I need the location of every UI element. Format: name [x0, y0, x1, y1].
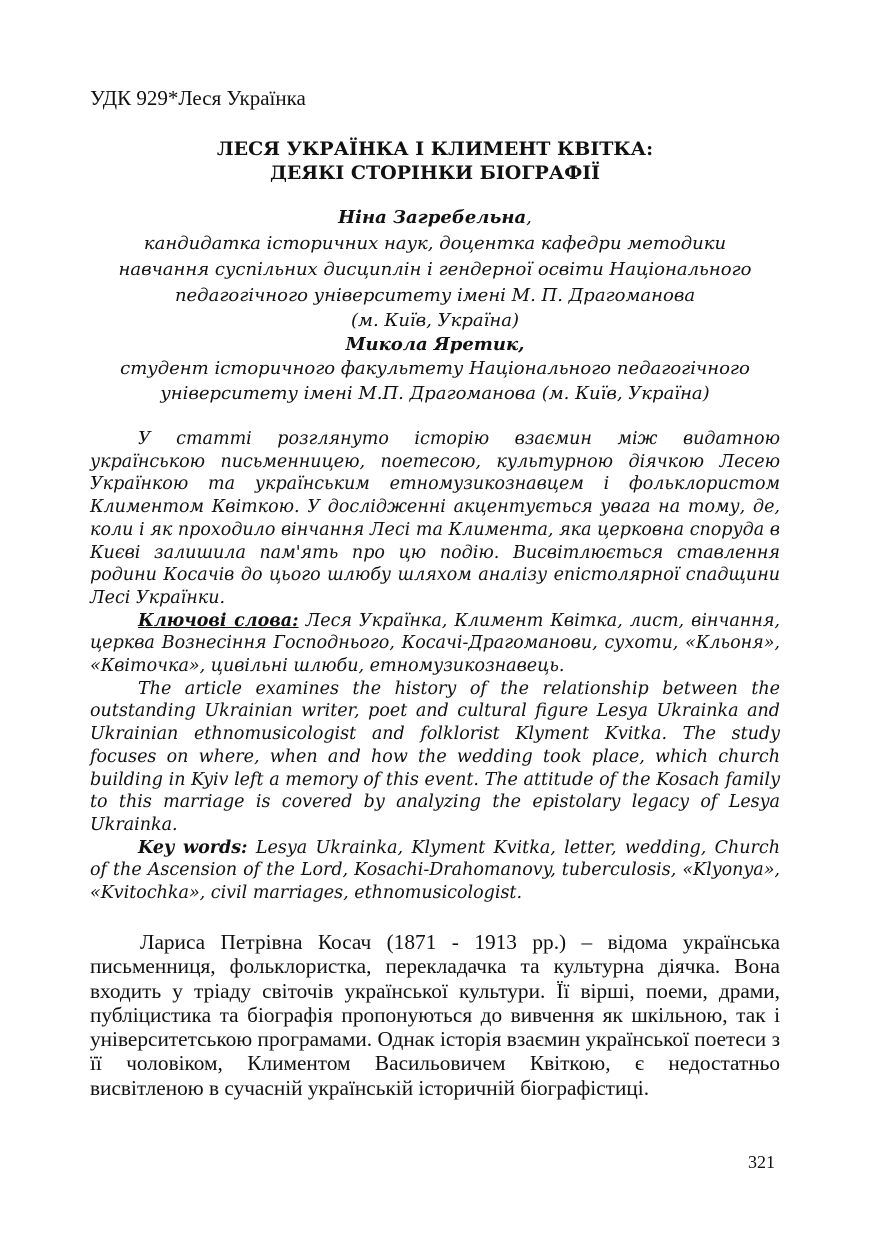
keywords-english-label: Key words:: [138, 837, 248, 858]
body-text: [90, 930, 780, 1100]
author-1-name-line: Ніна Загребельна,: [338, 207, 532, 228]
keywords-english-paragraph: [90, 837, 780, 905]
keywords-ukrainian-paragraph: [90, 610, 780, 678]
article-title-line-1: ЛЕСЯ УКРАЇНКА І КЛИМЕНТ КВІТКА:: [216, 138, 654, 160]
author-1-location: (м. Київ, Україна): [351, 310, 519, 331]
body-paragraph: Лариса Петрівна Косач (1871 - 1913 рр.) – відома українська письменниця, фольклористка, перекладачка та культурна діячка. Вона входить у тріаду світочів української культури. Її вірші, поеми, драми, публіцистика та біографія пропонуються до вивчення як шкільною, так і університетською програмами. Однак історія взаємин української поетеси з її чоловіком, Климентом Васильовичем Квіткою, є недостатньо висвітленою в сучасній українській історичній біографістиці.: [90, 930, 780, 1100]
author-1-name: Ніна Загребельна: [338, 207, 527, 228]
author-2-affiliation-2: університету імені М.П. Драгоманова (м. Київ, Україна): [160, 383, 710, 404]
abstract-block: [90, 428, 780, 905]
author-2-affiliation-1: студент історичного факультету Національного педагогічного: [120, 358, 750, 379]
author-2-name-line: [90, 333, 780, 357]
author-1-affiliation-1: кандидатка історичних наук, доцентка кафедри методики: [143, 233, 727, 254]
keywords-ukrainian: Леся Українка, Климент Квітка, лист, вінчання, церква Вознесіння Господнього, Косачі-Драгоманови, сухоти, «Кльоня», «Квіточка», цивільні шлюби, етномузикознавець.: [90, 610, 780, 677]
abstract-ukrainian: У статті розглянуто історію взаємин між видатною українською письменницею, поетесою, культурною діячкою Лесею Українкою та українським етномузикознавцем і фольклористом Климентом Квіткою. У дослідженні акцентується увага на тому, де, коли і як проходило вінчання Лесі та Климента, яка церковна споруда в Києві залишила пам'ять про цю подію. Висвітлюється ставлення родини Косачів до цього шлюбу шляхом аналізу епістолярної спадщини Лесі Українки.: [90, 429, 780, 608]
keywords-ukrainian-label: Ключові слова:: [138, 610, 299, 631]
udc-code: УДК 929*Леся Українка: [90, 86, 306, 110]
author-1-affiliation-3: педагогічного університету імені М. П. Драгоманова: [174, 285, 696, 306]
article-title-line-2: ДЕЯКІ СТОРІНКИ БІОГРАФІЇ: [269, 162, 601, 184]
page-number: 321: [748, 1152, 775, 1172]
author-1-affiliation-2: навчання суспільних дисциплін і гендерної освіти Національного: [118, 259, 752, 280]
abstract-english: The article examines the history of the relationship between the outstanding Ukrainian writer, poet and cultural figure Lesya Ukrainka and Ukrainian ethnomusicologist and folklorist Klyment Kvitka. The study focuses on where, when and how the wedding took place, which church building in Kyiv left a memory of this event. The attitude of the Kosach family to this marriage is covered by analyzing the epistolary legacy of Lesya Ukrainka.: [90, 678, 780, 835]
keywords-english: Lesya Ukrainka, Klyment Kvitka, letter, wedding, Church of the Ascension of the Lord, Kosachi-Drahomanovy, tuberculosis, «Klyonya», «Kvitochka», civil marriages, ethnomusicologist.: [90, 837, 780, 904]
author-2-name: Микола Яретик,: [345, 334, 525, 355]
